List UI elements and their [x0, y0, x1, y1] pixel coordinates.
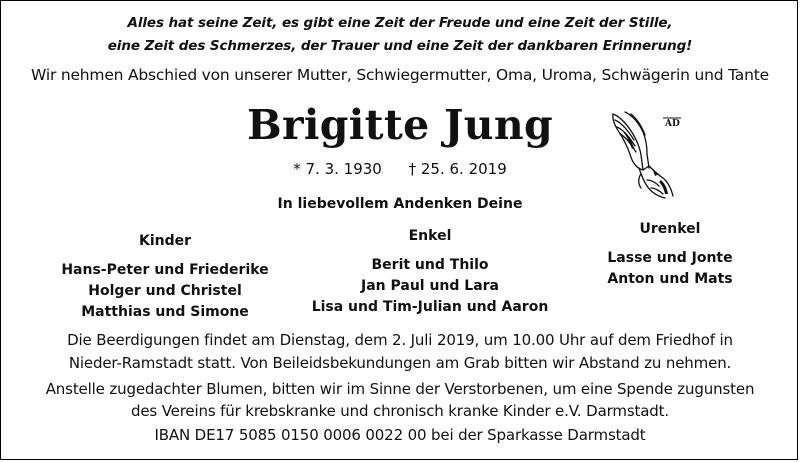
- donation-line-1: Anstelle zugedachter Blumen, bitten wir im Sinne der Verstorbenen, um eine Spende zugunsten: [45, 380, 755, 398]
- kinder-column: [50, 231, 280, 323]
- list-item: Lasse und Jonte: [607, 250, 733, 266]
- deceased-name: Brigitte Jung: [247, 101, 553, 149]
- urenkel-column: [580, 219, 760, 290]
- quote-line-1: Alles hat seine Zeit, es gibt eine Zeit der Freude und eine Zeit der Stille,: [127, 15, 673, 31]
- praying-hands-icon: [605, 108, 685, 200]
- list-item: Matthias und Simone: [81, 304, 249, 320]
- intro-text: Wir nehmen Abschied von unserer Mutter, Schwiegermutter, Oma, Uroma, Schwägerin und Tante: [31, 66, 769, 84]
- list-item: Lisa und Tim-Julian und Aaron: [311, 299, 549, 315]
- list-item: Hans-Peter und Friederike: [61, 262, 269, 278]
- enkel-heading: Enkel: [408, 228, 452, 244]
- donation-line-2: des Vereins für krebskranke und chronisch kranke Kinder e.V. Darmstadt.: [130, 402, 669, 420]
- funeral-line-2: Nieder-Ramstadt statt. Von Beileidsbekundungen am Grab bitten wir Abstand zu nehmen.: [68, 354, 732, 372]
- list-item: Holger und Christel: [88, 283, 242, 299]
- list-item: Berit und Thilo: [371, 257, 489, 273]
- enkel-column: [290, 226, 570, 318]
- birth-date: * 7. 3. 1930: [293, 160, 382, 178]
- list-item: Jan Paul und Lara: [360, 278, 500, 294]
- kinder-heading: Kinder: [138, 233, 192, 249]
- funeral-line-1: Die Beerdigungen findet am Dienstag, dem 2. Juli 2019, um 10.00 Uhr auf dem Friedhof in: [67, 331, 733, 349]
- svg-text:A: A: [665, 119, 672, 129]
- list-item: Anton und Mats: [607, 271, 733, 287]
- memory-line: In liebevollem Andenken Deine: [277, 196, 523, 212]
- death-date: † 25. 6. 2019: [408, 160, 507, 178]
- quote-line-2: eine Zeit des Schmerzes, der Trauer und eine Zeit der dankbaren Erinnerung!: [107, 38, 693, 54]
- iban-line: IBAN DE17 5085 0150 0006 0022 00 bei der Sparkasse Darmstadt: [154, 426, 646, 444]
- urenkel-heading: Urenkel: [639, 221, 701, 237]
- svg-text:D: D: [672, 119, 680, 129]
